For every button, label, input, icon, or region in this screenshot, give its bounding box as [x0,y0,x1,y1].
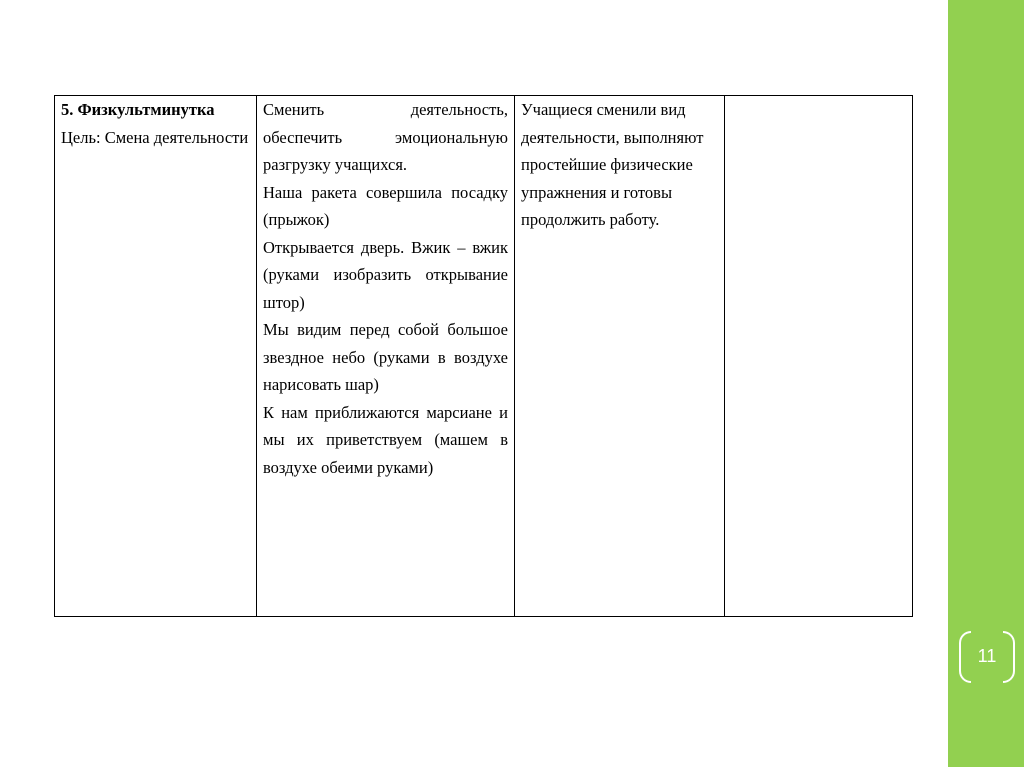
student-activity-text: Учащиеся сменили вид деятельности, выполняют простейшие физические упражнения и готовы продолжить работу. [521,100,704,229]
student-activity-cell [515,96,725,617]
teacher-activity-paragraph: К нам приближаются марсиане и мы их приветствуем (машем в воздухе обеими руками) [263,402,508,477]
page-number: 11 [977,646,997,666]
stage-title: 5. Физкультминутка [61,100,215,119]
page-number-badge [957,631,1017,683]
teacher-activity-paragraph: Мы видим перед собой большое звездное небо (руками в воздухе нарисовать шар) [263,320,508,394]
teacher-activity-cell [257,96,515,617]
stage-goal: Цель: Смена деятельности [61,127,249,147]
result-cell [725,96,913,617]
teacher-activity-paragraph: Наша ракета совершила посадку (прыжок) [263,182,508,229]
lesson-plan-table [54,95,913,617]
table-row [55,96,913,617]
stage-cell [55,96,257,617]
teacher-activity-paragraph: Сменить деятельность, обеспечить эмоциональную разгрузку учащихся. [263,100,508,174]
right-bracket-icon [1003,631,1015,683]
teacher-activity-paragraph: Открывается дверь. Вжик – вжик (руками изобразить открывание штор) [263,237,508,312]
